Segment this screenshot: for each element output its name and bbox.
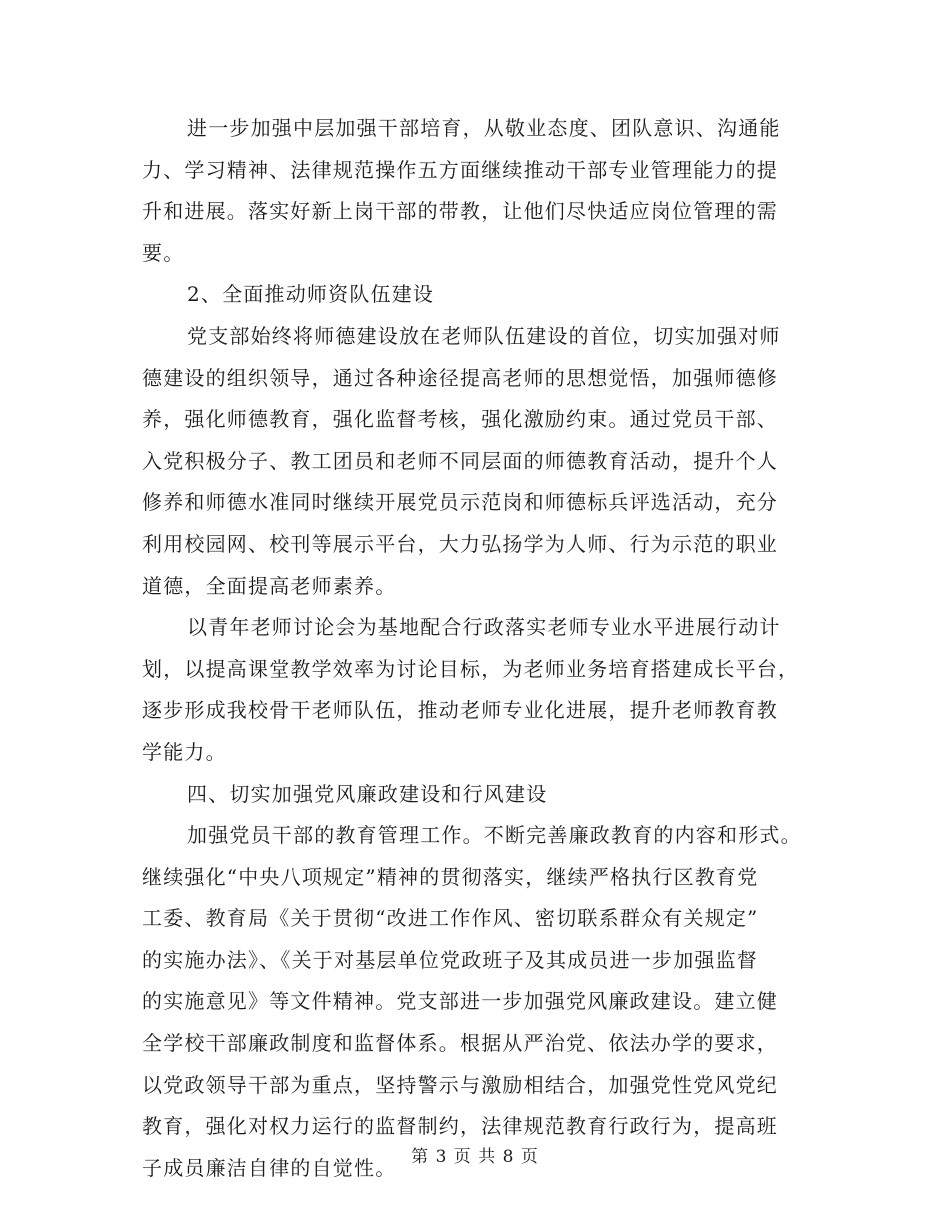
text-line: 的实施办法》、《关于对基层单位党政班子及其成员进一步加强监督 (142, 947, 758, 972)
heading-text: 2、全面推动师资队伍建设 (187, 282, 435, 307)
paragraph (142, 815, 802, 1189)
text-line: 修养和师德水准同时继续开展党员示范岗和师德标兵评选活动，充分 (142, 490, 778, 515)
section-heading (142, 274, 802, 316)
text-line: 利用校园网、校刊等展示平台，大力弘扬学为人师、行为示范的职业 (142, 531, 778, 556)
document-body (142, 108, 802, 1189)
text-line: 要。 (142, 240, 185, 265)
text-line: 教育，强化对权力运行的监督制约，法律规范教育行政行为，提高班 (142, 1114, 778, 1139)
text-line: 子成员廉洁自律的自觉性。 (142, 1155, 397, 1180)
text-line: 力、学习精神、法律规范操作五方面继续推动干部专业管理能力的提 (142, 157, 778, 182)
text-line: 继续强化“中央八项规定”精神的贯彻落实，继续严格执行区教育党 (142, 864, 759, 889)
text-line: 工委、教育局《关于贯彻“改进工作作风、密切联系群众有关规定” (142, 906, 759, 931)
text-line: 养，强化师德教育，强化监督考核，强化激励约束。通过党员干部、 (142, 407, 778, 432)
text-line: 划，以提高课堂教学效率为讨论目标，为老师业务培育搭建成长平台， (142, 656, 800, 681)
heading-text: 四、切实加强党风廉政建设和行风建设 (187, 781, 548, 806)
text-line: 全学校干部廉政制度和监督体系。根据从严治党、依法办学的要求， (142, 1031, 778, 1056)
text-line: 德建设的组织领导，通过各种途径提高老师的思想觉悟，加强师德修 (142, 365, 778, 390)
text-line: 以青年老师讨论会为基地配合行政落实老师专业水平进展行动计 (187, 615, 781, 640)
text-line: 的实施意见》等文件精神。党支部进一步加强党风廉政建设。建立健 (142, 989, 778, 1014)
text-line: 进一步加强中层加强干部培育，从敬业态度、团队意识、沟通能 (187, 116, 781, 140)
paragraph (142, 108, 802, 274)
text-line: 道德，全面提高老师素养。 (142, 573, 397, 598)
paragraph (142, 316, 802, 607)
paragraph (142, 607, 802, 773)
text-line: 党支部始终将师德建设放在老师队伍建设的首位，切实加强对师 (187, 323, 781, 348)
text-line: 入党积极分子、教工团员和老师不同层面的师德教育活动，提升个人 (142, 448, 778, 473)
text-line: 逐步形成我校骨干老师队伍，推动老师专业化进展，提升老师教育教 (142, 698, 778, 723)
page-number-footer: 第 3 页 共 8 页 (411, 1147, 539, 1167)
text-line: 加强党员干部的教育管理工作。不断完善廉政教育的内容和形式。 (187, 823, 802, 848)
text-line: 学能力。 (142, 739, 227, 764)
text-line: 以党政领导干部为重点，坚持警示与激励相结合，加强党性党风党纪 (142, 1072, 778, 1097)
section-heading (142, 774, 802, 816)
text-line: 升和进展。落实好新上岗干部的带教，让他们尽快适应岗位管理的需 (142, 199, 778, 224)
